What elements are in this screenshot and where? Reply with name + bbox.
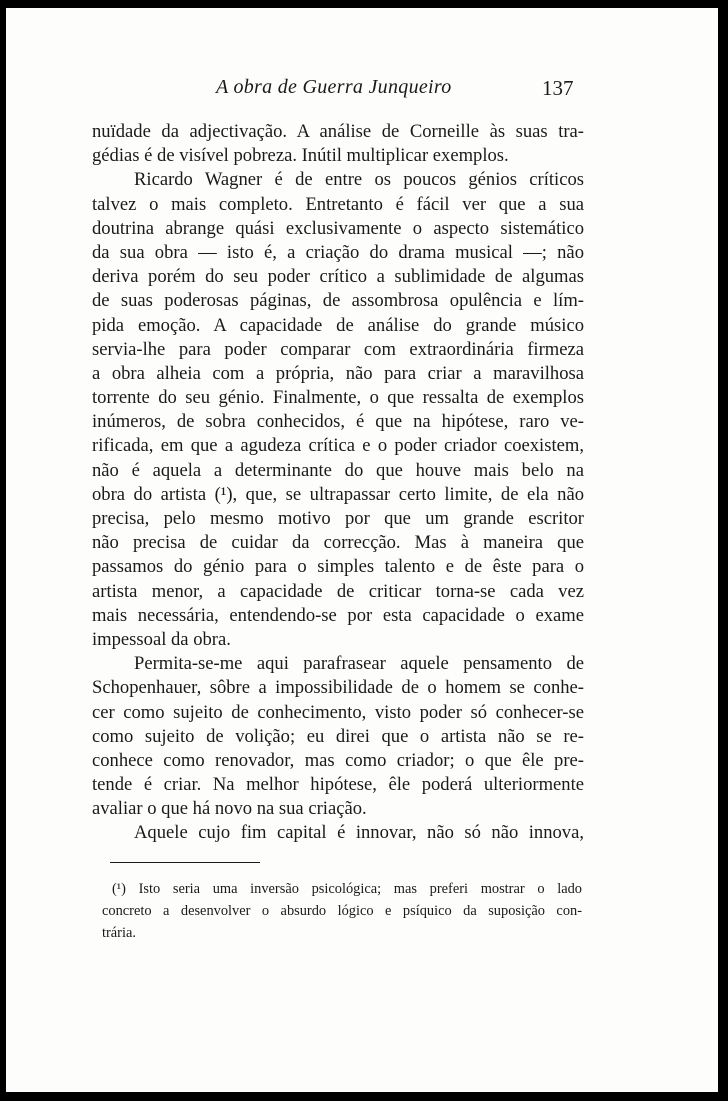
text-line: torrente do seu génio. Finalmente, o que ressalta de exemplos [92, 387, 584, 409]
text-line: mais necessária, entendendo-se por esta capacidade o exame [92, 604, 584, 626]
text-line: pida emoção. A capacidade de análise do grande músico [92, 314, 584, 336]
body-text [92, 120, 584, 846]
text-line: avaliar o que há novo na sua criação. [92, 798, 367, 820]
text-line: de suas poderosas páginas, de assombrosa opulência e lím- [92, 290, 584, 312]
footnote-divider [110, 862, 260, 863]
running-head [6, 76, 718, 104]
footnote-line: trária. [102, 925, 136, 941]
text-line: artista menor, a capacidade de criticar torna-se cada vez [92, 580, 584, 602]
text-line: Aquele cujo fim capital é innovar, não só não innova, [134, 822, 584, 844]
text-line: nuïdade da adjectivação. A análise de Corneille às suas tra- [92, 121, 584, 142]
text-line: deriva porém do seu poder crítico a sublimidade de algumas [92, 266, 584, 288]
text-line: talvez o mais completo. Entretanto é fácil ver que a sua [92, 193, 584, 215]
text-line: gédias é de visível pobreza. Inútil multiplicar exemplos. [92, 145, 509, 167]
text-line: como sujeito de volição; eu direi que o artista não se re- [92, 725, 584, 747]
text-line: a obra alheia com a própria, não para criar a maravilhosa [92, 362, 584, 384]
text-line: Schopenhauer, sôbre a impossibilidade de o homem se conhe- [92, 677, 584, 699]
text-line: da sua obra — isto é, a criação do drama musical —; não [92, 241, 584, 263]
text-line: conhece como renovador, mas como criador; o que êle pre- [92, 749, 584, 771]
text-line: precisa, pelo mesmo motivo por que um grande escritor [92, 508, 584, 529]
book-page [6, 8, 718, 1092]
text-line: tende é criar. Na melhor hipótese, êle poderá ulteriormente [92, 774, 584, 796]
footnote-line: concreto a desenvolver o absurdo lógico e psíquico da suposição con- [102, 903, 582, 919]
text-line: cer como sujeito de conhecimento, visto poder só conhecer-se [92, 701, 584, 723]
footnote-line: (¹) Isto seria uma inversão psicológica; mas preferi mostrar o lado [112, 881, 582, 897]
text-line: inúmeros, de sobra conhecidos, é que na hipótese, raro ve- [92, 411, 584, 433]
page-number: 137 [542, 76, 574, 100]
running-title: A obra de Guerra Junqueiro [216, 76, 452, 98]
text-line: impessoal da obra. [92, 628, 231, 650]
footnote [102, 878, 582, 944]
text-line: Permita-se-me aqui parafrasear aquele pensamento de [134, 653, 584, 675]
text-line: rificada, em que a agudeza crítica e o poder criador coexistem, [92, 435, 584, 457]
text-line: não é aquela a determinante do que houve mais belo na [92, 459, 584, 481]
text-line: doutrina abrange quási exclusivamente o aspecto sistemático [92, 217, 584, 239]
text-line: não precisa de cuidar da correcção. Mas à maneira que [92, 532, 584, 554]
text-line: obra do artista (¹), que, se ultrapassar certo limite, de ela não [92, 483, 584, 505]
text-line: Ricardo Wagner é de entre os poucos génios críticos [134, 169, 584, 191]
text-line: passamos do génio para o simples talento e de êste para o [92, 556, 584, 578]
text-line: servia-lhe para poder comparar com extraordinária firmeza [92, 338, 584, 360]
